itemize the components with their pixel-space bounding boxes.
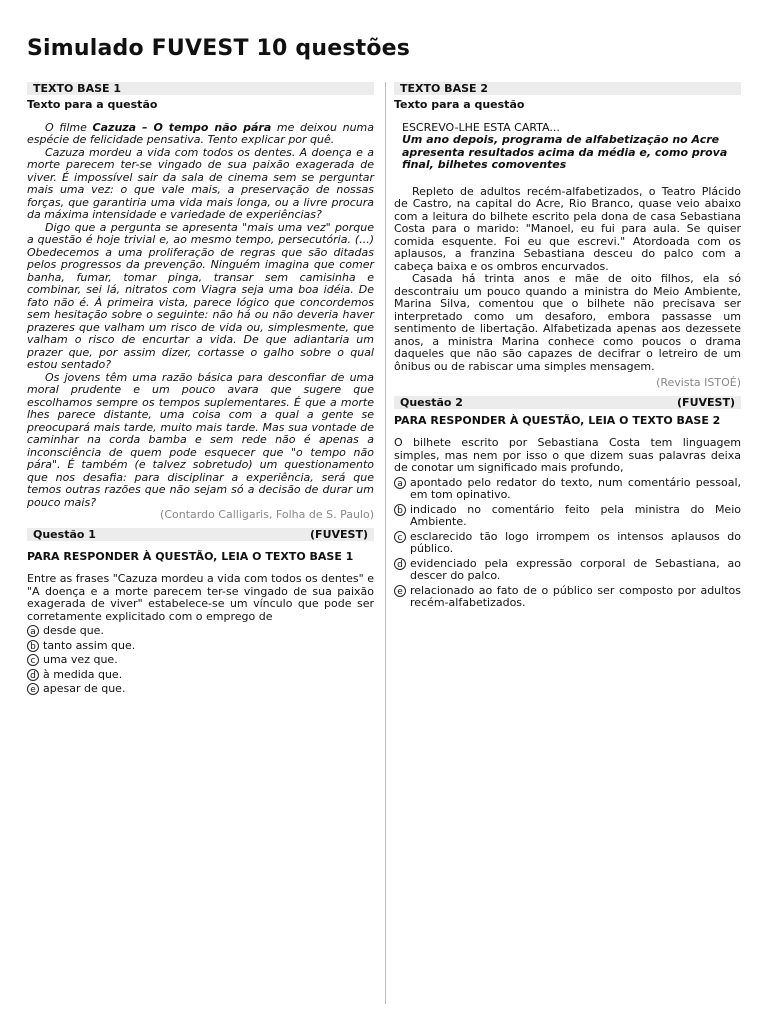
- questao-1-source: (FUVEST): [310, 527, 368, 541]
- texto-base-2-label: TEXTO BASE 2: [400, 82, 488, 95]
- questao-1-option-e[interactable]: [27, 683, 374, 696]
- option-text: desde que.: [43, 624, 104, 637]
- option-text: tanto assim que.: [43, 638, 136, 652]
- questao-2-instruction: PARA RESPONDER À QUESTÃO, LEIA O TEXTO BASE 2: [394, 413, 721, 427]
- questao-1-option-b[interactable]: [27, 640, 374, 653]
- option-text: esclarecido tão logo irrompem os intensos aplausos do público.: [410, 529, 741, 555]
- questao-1-label: Questão 1: [33, 527, 96, 541]
- texto-base-2-subhead: Texto para a questão: [394, 98, 525, 111]
- option-bubble[interactable]: a: [27, 625, 39, 637]
- option-bubble[interactable]: c: [27, 654, 39, 666]
- texto-base-2-header: [394, 82, 741, 95]
- texto-base-1-header: [27, 82, 374, 95]
- option-bubble[interactable]: b: [27, 640, 39, 652]
- option-bubble[interactable]: e: [27, 683, 39, 695]
- option-bubble[interactable]: b: [394, 504, 406, 516]
- option-text: relacionado ao fato de o público ser composto por adultos recém-alfabetizados.: [410, 583, 741, 609]
- column-divider: [385, 82, 386, 1004]
- option-bubble[interactable]: c: [394, 531, 406, 543]
- questao-1-option-c[interactable]: [27, 654, 374, 667]
- questao-2-option-b[interactable]: [394, 504, 741, 529]
- option-text: apesar de que.: [43, 682, 126, 695]
- page-title: Simulado FUVEST 10 questões: [27, 36, 411, 61]
- questao-2-option-d[interactable]: [394, 558, 741, 583]
- questao-2-source: (FUVEST): [677, 395, 735, 409]
- texto-base-1-paragraph-3: Os jovens têm uma razão básica para desconfiar de uma moral prudente e um pouco avara que sugere que escolhamos sempre os tempos suplementares. É que a morte lhes parece distante, uma coisa com a qual a gente se preocupará mais tarde, muito mais tarde. Mas sua vontade de caminhar na corda bamba e sem rede não é apenas a inconsciência de quem pode esquecer que "o tempo não pára". É também (e talvez sobretudo) um questionamento que nos desafia: para disciplinar a experiência, será que temos outras razões que não sejam só a decisão de durar um pouco mais?: [27, 370, 374, 509]
- left-column: [27, 82, 374, 696]
- texto-base-1-subhead: Texto para a questão: [27, 98, 158, 111]
- option-text: apontado pelo redator do texto, num comentário pessoal, em tom opinativo.: [410, 475, 741, 501]
- right-column: [394, 82, 741, 610]
- film-title: Cazuza – O tempo não pára: [92, 120, 272, 134]
- intro-pre: O filme: [45, 120, 93, 134]
- intro-post: me deixou numa espécie de felicidade pensativa. Tento explicar por quê.: [27, 120, 375, 146]
- questao-2-option-c[interactable]: [394, 531, 741, 556]
- option-bubble[interactable]: d: [394, 558, 406, 570]
- option-text: uma vez que.: [43, 653, 118, 666]
- texto-base-2-paragraph-1: Repleto de adultos recém-alfabetizados, o Teatro Plácido de Castro, na capital do Acre, Rio Branco, quase veio abaixo com a leitura do bilhete escrito pela dona de casa Sebastiana Costa para o marido: "Manoel, eu fui para aula. Se quiser comida esquente. Foi eu que escrevi." Atordoada com os aplausos, a franzina Sebastiana desceu do palco com a cabeça baixa e os ombros encurvados.: [394, 184, 741, 273]
- texto-base-2-source: (Revista ISTOÉ): [656, 376, 741, 389]
- texto-base-1-label: TEXTO BASE 1: [33, 82, 121, 95]
- questao-1-option-a[interactable]: [27, 625, 374, 638]
- texto-base-1-source: (Contardo Calligaris, Folha de S. Paulo): [160, 508, 374, 521]
- questao-2-label: Questão 2: [400, 395, 463, 409]
- questao-2-option-e[interactable]: [394, 585, 741, 610]
- option-bubble[interactable]: e: [394, 585, 406, 597]
- option-text: indicado no comentário feito pela ministra do Meio Ambiente.: [410, 502, 741, 528]
- questao-1-header: [27, 528, 374, 541]
- questao-2-header: [394, 396, 741, 409]
- questao-1-options: [27, 625, 374, 696]
- article-headline: Um ano depois, programa de alfabetização no Acre apresenta resultados acima da média e, como prova final, bilhetes comoventes: [402, 133, 728, 171]
- questao-1-instruction: PARA RESPONDER À QUESTÃO, LEIA O TEXTO BASE 1: [27, 549, 354, 563]
- option-bubble[interactable]: a: [394, 477, 406, 489]
- option-text: evidenciado pela expressão corporal de Sebastiana, ao descer do palco.: [410, 556, 741, 582]
- questao-2-options: [394, 477, 741, 610]
- texto-base-2-paragraph-2: Casada há trinta anos e mãe de oito filhos, ela só descontraiu um pouco quando a ministra do Meio Ambiente, Marina Silva, comentou que o bilhete não precisava ser interpretado como um desaforo, embora passasse um sentimento de libertação. Alfabetizada apenas aos dezessete anos, a ministra Marina conhece como poucos o drama daqueles que não são capazes de decifrar o letreiro de um ônibus ou de rabiscar uma simples mensagem.: [394, 272, 741, 373]
- letter-line: ESCREVO-LHE ESTA CARTA...: [402, 120, 560, 134]
- questao-2-option-a[interactable]: [394, 477, 741, 502]
- option-bubble[interactable]: d: [27, 669, 39, 681]
- questao-1-prompt: Entre as frases "Cazuza mordeu a vida com todos os dentes" e "A doença e a morte parecem ter-se vingado de sua paixão exagerada de viver" estabelece-se um vínculo que pode ser corretamente explicitado com o emprego de: [27, 572, 374, 623]
- option-text: à medida que.: [43, 667, 123, 681]
- texto-base-1-paragraph-1: Cazuza mordeu a vida com todos os dentes. A doença e a morte parecem ter-se vingado de sua paixão exagerada de viver. É impossível sair da sala de cinema sem se perguntar mais uma vez: o que vale mais, a preservação de nossas forças, que garantiria uma vida mais longa, ou a livre procura da máxima intensidade e variedade de experiências?: [27, 145, 374, 221]
- questao-1-option-d[interactable]: [27, 669, 374, 682]
- texto-base-1-paragraph-2: Digo que a pergunta se apresenta "mais uma vez" porque a questão é hoje trivial e, ao mesmo tempo, persecutória. (...) Obedecemos a uma proliferação de regras que são ditadas pelos progressos da prevenção. Ninguém imagina que comer banha, fumar, tomar pinga, transar sem camisinha e combinar, sei lá, nitratos com Viagra seja uma boa idéia. De fato não é. À primeira vista, parece lógico que concordemos sem hesitação sobre o seguinte: não há ou não deveria haver prazeres que valham um risco de vida ou, simplesmente, que valham o risco de encurtar a vida. De que adiantaria um prazer que, por assim dizer, cortasse o galho sobre o qual estou sentado?: [27, 220, 374, 371]
- questao-2-prompt: O bilhete escrito por Sebastiana Costa tem linguagem simples, mas nem por isso o que dizem suas palavras deixa de conotar um significado mais profundo,: [394, 436, 741, 474]
- texto-base-1-intro: [27, 122, 374, 147]
